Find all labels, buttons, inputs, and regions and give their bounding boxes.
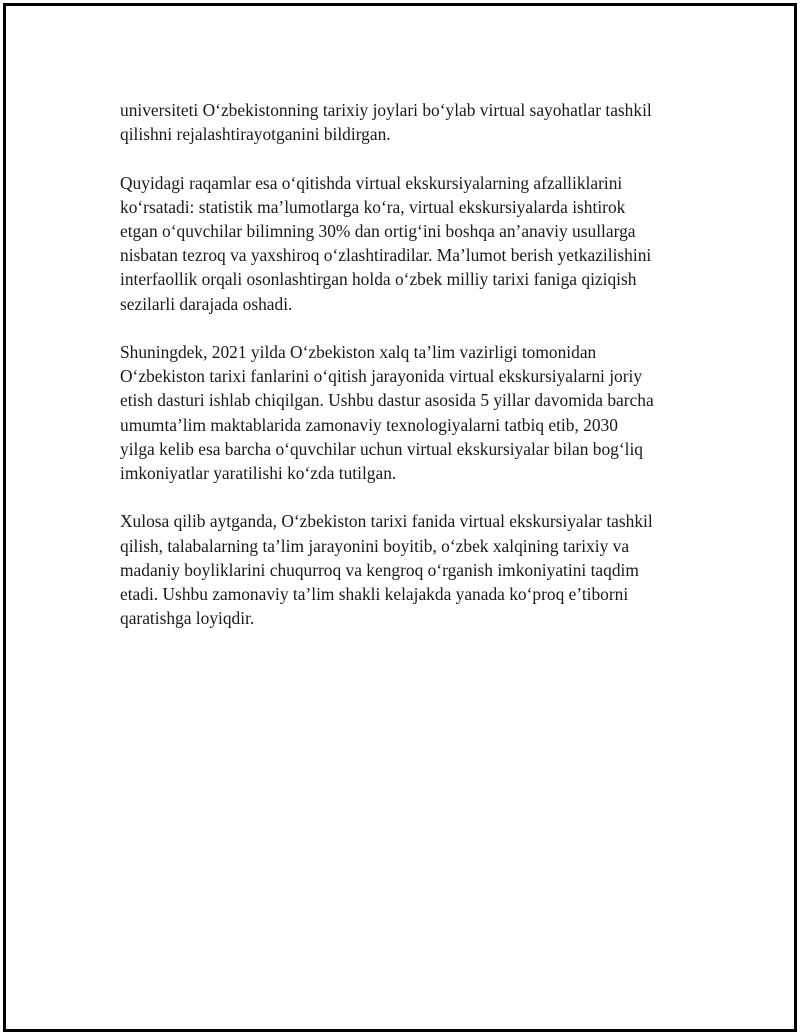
text-line: sezilarli darajada oshadi. [120,293,293,314]
paragraph-4 [120,509,700,630]
text-line: qaratishga loyiqdir. [120,608,255,629]
text-line: yilga kelib esa barcha o‘quvchilar uchun virtual ekskursiyalar bilan bog‘liq [120,438,644,459]
text-line: imkoniyatlar yaratilishi ko‘zda tutilgan. [120,463,397,484]
text-line: qilishni rejalashtirayotganini bildirgan. [120,124,391,145]
paragraph-2 [120,171,700,316]
text-line: qilish, talabalarning ta’lim jarayonini boyitib, o‘zbek xalqining tarixiy va [120,535,630,556]
page-frame [3,3,797,1032]
text-line: etish dasturi ishlab chiqilgan. Ushbu dastur asosida 5 yillar davomida barcha [120,390,654,411]
text-line: umumta’lim maktablarida zamonaviy texnologiyalarni tatbiq etib, 2030 [120,414,618,435]
text-line: madaniy boyliklarini chuqurroq va kengroq o‘rganish imkoniyatini taqdim [120,559,639,580]
text-line: ko‘rsatadi: statistik ma’lumotlarga ko‘ra, virtual ekskursiyalarda ishtirok [120,196,626,217]
text-line: Xulosa qilib aytganda, O‘zbekiston tarixi fanida virtual ekskursiyalar tashkil [120,511,653,532]
text-line: nisbatan tezroq va yaxshiroq o‘zlashtiradilar. Ma’lumot berish yetkazilishini [120,245,652,266]
text-line: universiteti O‘zbekistonning tarixiy joylari bo‘ylab virtual sayohatlar tashkil [120,100,652,120]
text-line: Shuningdek, 2021 yilda O‘zbekiston xalq ta’lim vazirligi tomonidan [120,342,597,362]
text-line: interfaollik orqali osonlashtirgan holda o‘zbek milliy tarixi faniga qiziqish [120,269,637,290]
text-line: etgan o‘quvchilar bilimning 30% dan ortig‘ini boshqa an’anaviy usullarga [120,221,636,241]
document-body [120,98,700,655]
text-line: Quyidagi raqamlar esa o‘qitishda virtual ekskursiyalarning afzalliklarini [120,172,623,193]
paragraph-1 [120,98,700,146]
text-line: etadi. Ushbu zamonaviy ta’lim shakli kelajakda yanada ko‘proq e’tiborni [120,584,629,605]
paragraph-3 [120,340,700,485]
text-line: O‘zbekiston tarixi fanlarini o‘qitish jarayonida virtual ekskursiyalarni joriy [120,366,643,387]
